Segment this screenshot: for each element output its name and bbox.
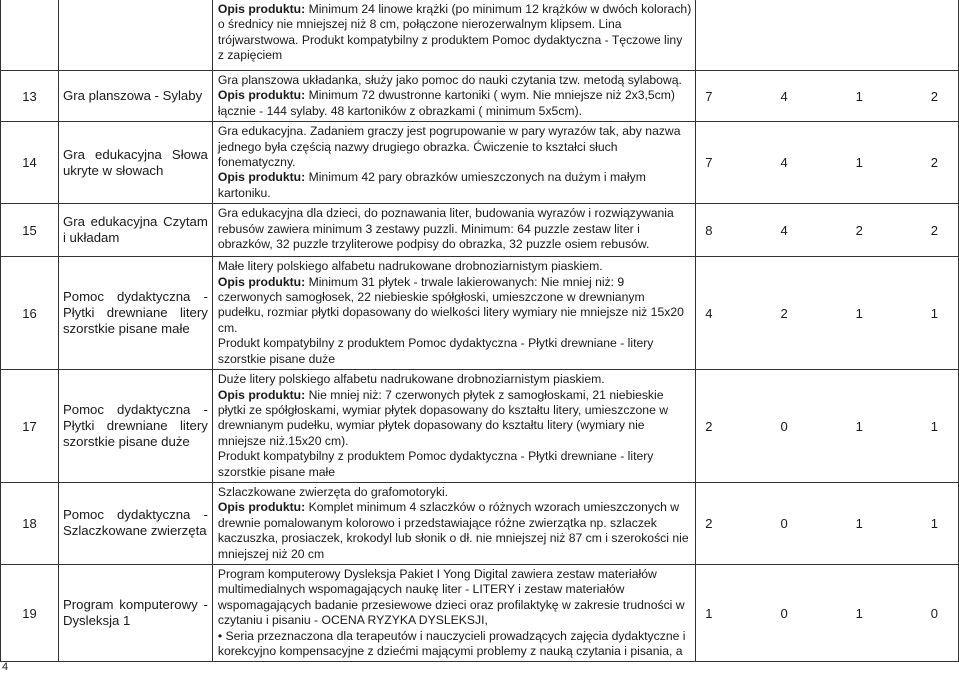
product-name: Gra edukacyjna Słowa ukryte w słowach xyxy=(58,122,212,204)
quantity-value: 2 xyxy=(930,222,938,238)
quantities xyxy=(696,306,958,321)
quantities xyxy=(696,606,958,621)
quantities-cell xyxy=(696,564,959,661)
quantities xyxy=(696,89,958,104)
description-paragraph xyxy=(218,629,691,660)
description-paragraph xyxy=(218,449,691,480)
quantities-cell xyxy=(696,204,959,257)
quantity-value: 4 xyxy=(705,305,713,321)
quantities-cell xyxy=(696,370,959,483)
description-label: Opis produktu: xyxy=(217,274,306,289)
quantities-cell xyxy=(696,71,959,122)
description-label: Opis produktu: xyxy=(217,88,306,103)
row-number: 15 xyxy=(1,204,59,257)
description-label: Opis produktu: xyxy=(217,387,306,402)
description-text: Program komputerowy Dysleksja Pakiet I Yong Digital zawiera zestaw materiałów multimedialnych wspomagających naukę liter - LITERY i zestaw materiałów wspomagających badanie przesiewowe dzieci oraz profilaktykę w zakresie trudności w czytaniu i pisaniu - OCENA RYZYKA DYSLEKSJI, xyxy=(217,566,685,628)
description-paragraph xyxy=(218,500,691,562)
quantities-cell xyxy=(696,122,959,204)
quantity-value: 0 xyxy=(780,515,788,531)
quantities-cell xyxy=(696,257,959,370)
quantity-value: 1 xyxy=(855,418,863,434)
page-number: 4 xyxy=(2,661,9,673)
description-paragraph xyxy=(218,73,691,88)
quantities-cell xyxy=(696,482,959,564)
row-number: 16 xyxy=(1,257,59,370)
product-name xyxy=(58,0,212,71)
quantities-cell xyxy=(696,0,959,71)
description-text: Minimum 42 pary obrazków umieszczonych na dużym i małym kartoniku. xyxy=(217,170,646,200)
table-row xyxy=(1,257,959,370)
description-paragraph xyxy=(218,336,691,367)
description-text: Minimum 31 płytek - trwale lakierowanych: Nie mniej niż: 9 czerwonych samogłosek, 22 niebieskie spółgłoski, umieszczone w drewnianym pudełku, rozmiar płytki dopasowany do wielkości litery wymiary nie mniejsze niż 15x20 cm. xyxy=(217,274,684,335)
quantity-value: 1 xyxy=(855,605,863,621)
table-row xyxy=(1,0,959,71)
description-paragraph xyxy=(218,124,691,170)
quantity-value: 4 xyxy=(780,222,788,238)
row-number: 18 xyxy=(1,482,59,564)
description-paragraph xyxy=(218,88,691,119)
table-row xyxy=(1,564,959,661)
product-description xyxy=(212,257,695,370)
product-name: Pomoc dydaktyczna - Płytki drewniane litery szorstkie pisane duże xyxy=(58,370,212,483)
description-paragraph xyxy=(218,388,691,450)
quantity-value: 8 xyxy=(705,222,713,238)
description-label: Opis produktu: xyxy=(217,170,306,185)
row-number: 13 xyxy=(1,71,59,122)
quantity-value: 0 xyxy=(780,605,788,621)
quantity-value: 7 xyxy=(705,88,713,104)
quantity-value: 1 xyxy=(705,605,713,621)
quantity-value: 4 xyxy=(780,155,788,171)
description-text: Komplet minimum 4 szlaczków o różnych wzorach umieszczonych w drewnie pomalowanym kolorowo i przedstawiające różne zwierzątka np. szlaczek kaczuszka, prosiaczek, krokodyl lub słonik o dł. nie mniejszej niż 87 cm i szerokości nie mniejszej niż 20 cm xyxy=(217,500,689,561)
description-text: Małe litery polskiego alfabetu nadrukowane drobnoziarnistym piaskiem. xyxy=(217,259,603,274)
product-description xyxy=(212,0,695,71)
product-name: Gra edukacyjna Czytam i układam xyxy=(58,204,212,257)
description-paragraph xyxy=(218,259,691,274)
quantity-value: 1 xyxy=(855,88,863,104)
description-text: Minimum 72 dwustronne kartoniki ( wym. Nie mniejsze niż 2x3,5cm) łącznie - 144 sylaby. 48 kartoników z obrazkami ( minimum 5x5cm). xyxy=(217,88,675,118)
product-description xyxy=(212,204,695,257)
description-text: Nie mniej niż: 7 czerwonych płytek z samogłoskami, 21 niebieskie płytki ze spółgłoskami, wymiar płytek dopasowany do kształtu litery, umieszczone w drewnianym pudełku, wymiar płytek dopasowany do kształtu litery (wymiary nie mniejsze niż.15x20 cm). xyxy=(217,387,669,448)
description-paragraph xyxy=(218,372,691,387)
product-description xyxy=(212,370,695,483)
quantity-value: 7 xyxy=(705,155,713,171)
quantity-value: 1 xyxy=(930,418,938,434)
quantity-value: 0 xyxy=(780,418,788,434)
quantity-value: 4 xyxy=(780,88,788,104)
quantities xyxy=(696,516,958,531)
quantities xyxy=(696,155,958,170)
description-paragraph xyxy=(218,485,691,500)
description-paragraph xyxy=(218,275,691,337)
description-label: Opis produktu: xyxy=(217,500,306,515)
table-row xyxy=(1,204,959,257)
product-name: Gra planszowa - Sylaby xyxy=(58,71,212,122)
row-number: 17 xyxy=(1,370,59,483)
description-paragraph xyxy=(218,206,691,252)
product-description xyxy=(212,122,695,204)
table-row xyxy=(1,71,959,122)
quantity-value: 1 xyxy=(930,305,938,321)
quantity-value: 2 xyxy=(855,222,863,238)
quantity-value: 2 xyxy=(705,515,713,531)
quantity-value: 1 xyxy=(855,305,863,321)
row-number: 19 xyxy=(1,564,59,661)
table-row xyxy=(1,370,959,483)
description-text: Produkt kompatybilny z produktem Pomoc dydaktyczna - Płytki drewniane - litery szorstkie pisane duże xyxy=(217,336,654,366)
quantity-value: 2 xyxy=(780,305,788,321)
row-number xyxy=(1,0,59,71)
description-paragraph xyxy=(218,170,691,201)
quantity-value: 2 xyxy=(930,88,938,104)
description-paragraph xyxy=(218,567,691,629)
table-row xyxy=(1,482,959,564)
description-text: Gra edukacyjna dla dzieci, do poznawania liter, budowania wyrazów i rozwiązywania rebusów zawiera minimum 3 zestawy puzzli. Minimum: 64 puzzle zestaw liter i obrazków, 32 puzzle trzyliterowe podpisy do obrazka, 32 puzzle osiem rebusów. xyxy=(217,206,674,252)
product-description xyxy=(212,482,695,564)
description-text: Minimum 24 linowe krążki (po minimum 12 krążków w dwóch kolorach) o średnicy nie mniejszej niż 8 cm, połączone nierozerwalnym klipsem. Lina trójwarstwowa. Produkt kompatybilny z produktem Pomoc dydaktyczna - Tęczowe liny z zapięciem xyxy=(217,2,692,63)
product-description xyxy=(212,71,695,122)
row-number: 14 xyxy=(1,122,59,204)
description-label: Opis produktu: xyxy=(217,2,306,16)
description-text: • Seria przeznaczona dla terapeutów i nauczycieli prowadzących zajęcia dydaktyczne i korekcyjno kompensacyjne z dziećmi mającymi problemy z nauką czytania i pisania, a xyxy=(217,628,686,658)
description-text: Gra planszowa układanka, służy jako pomoc do nauki czytania tzw. metodą sylabową. xyxy=(217,73,682,87)
description-text: Szlaczkowane zwierzęta do grafomotoryki. xyxy=(217,484,449,499)
quantities xyxy=(696,223,958,238)
description-text: Produkt kompatybilny z produktem Pomoc dydaktyczna - Płytki drewniane - litery szorstkie pisane małe xyxy=(217,449,654,479)
description-text: Gra edukacyjna. Zadaniem graczy jest pogrupowanie w pary wyrazów tak, aby nazwa jednego była częścią nazwy drugiego obrazka. Ćwiczenie to kształci słuch fonematyczny. xyxy=(217,124,681,170)
quantity-value: 1 xyxy=(855,155,863,171)
product-name: Program komputerowy - Dysleksja 1 xyxy=(58,564,212,661)
product-name: Pomoc dydaktyczna - Płytki drewniane litery szorstkie pisane małe xyxy=(58,257,212,370)
product-name: Pomoc dydaktyczna - Szlaczkowane zwierzęta xyxy=(58,482,212,564)
quantity-value: 1 xyxy=(930,515,938,531)
quantity-value: 1 xyxy=(855,515,863,531)
product-description xyxy=(212,564,695,661)
description-paragraph xyxy=(218,2,691,64)
quantities xyxy=(696,419,958,434)
quantity-value: 2 xyxy=(705,418,713,434)
table-row xyxy=(1,122,959,204)
description-text: Duże litery polskiego alfabetu nadrukowane drobnoziarnistym piaskiem. xyxy=(217,372,605,387)
quantity-value: 2 xyxy=(930,155,938,171)
quantity-value: 0 xyxy=(930,605,938,621)
